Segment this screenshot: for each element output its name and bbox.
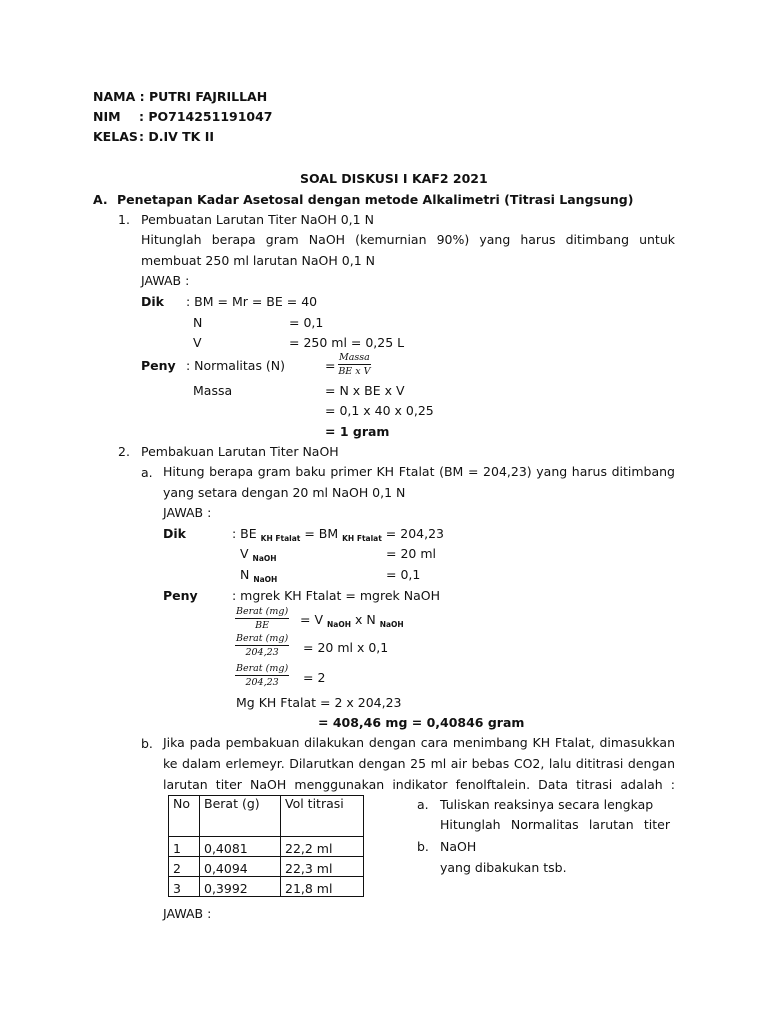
table-row xyxy=(169,877,364,897)
v-subscript: NaOH xyxy=(252,554,277,563)
be-subscript: KH Ftalat xyxy=(260,534,301,543)
q1-n-label: N xyxy=(193,315,203,330)
q1-v-label: V xyxy=(193,335,202,350)
cell-vol: 22,2 ml xyxy=(281,837,364,857)
nim-label: NIM xyxy=(93,109,121,124)
q1-massa-step2: = 0,1 x 40 x 0,25 xyxy=(325,403,434,418)
q1-jawab: JAWAB : xyxy=(141,273,190,288)
q2a-v-label xyxy=(240,546,277,567)
side-b-text: NaOH xyxy=(440,839,477,854)
header-no: No xyxy=(169,796,200,837)
q2a-fraction-2-rhs: = 20 ml x 0,1 xyxy=(303,640,389,655)
q2a-peny-label: Peny xyxy=(163,588,198,603)
q1-question-line2: membuat 250 ml larutan NaOH 0,1 N xyxy=(141,253,375,268)
q1-equals: = xyxy=(325,358,336,373)
q1-massa-label: Massa xyxy=(193,383,233,398)
q2a-fraction-1 xyxy=(235,606,289,631)
q2a-v-value: = 20 ml xyxy=(386,546,436,561)
q2a-jawab: JAWAB : xyxy=(163,505,212,520)
bm-subscript: KH Ftalat xyxy=(342,534,382,543)
q1-question-line1: Hitunglah berapa gram NaOH (kemurnian 90%) yang harus ditimbang untuk xyxy=(141,232,675,247)
cell-vol: 21,8 ml xyxy=(281,877,364,897)
cell-berat: 0,3992 xyxy=(200,877,281,897)
section-a-marker: A. xyxy=(93,192,108,207)
cell-vol: 22,3 ml xyxy=(281,857,364,877)
rhs-n: x N xyxy=(354,612,376,627)
fraction-denominator: 204,23 xyxy=(245,647,279,658)
q2a-n-value: = 0,1 xyxy=(386,567,421,582)
q2b-line2: ke dalam erlemeyr. Dilarutkan dengan 25 ml air bebas CO2, lalu dititrasi dengan xyxy=(163,756,675,771)
q1-n-value: = 0,1 xyxy=(289,315,324,330)
page-title: SOAL DISKUSI I KAF2 2021 xyxy=(300,171,488,186)
side-a-text: Tuliskan reaksinya secara lengkap xyxy=(440,797,654,812)
side-a-marker: a. xyxy=(417,797,429,812)
fraction-numerator: Berat (mg) xyxy=(236,663,289,674)
table-header-row xyxy=(169,796,364,837)
fraction-denominator: BE x V xyxy=(338,366,371,377)
fraction-numerator: Massa xyxy=(339,352,370,363)
q2a-result: = 408,46 mg = 0,40846 gram xyxy=(318,715,525,730)
q2a-fraction-3-rhs: = 2 xyxy=(303,670,326,685)
cell-berat: 0,4081 xyxy=(200,837,281,857)
q2b-marker: b. xyxy=(141,736,153,751)
student-name: NAMA : PUTRI FAJRILLAH xyxy=(93,89,268,104)
table-row xyxy=(169,857,364,877)
side-b-marker: b. xyxy=(417,839,429,854)
side-line4: yang dibakukan tsb. xyxy=(440,860,567,875)
q1-v-value: = 250 ml = 0,25 L xyxy=(289,335,405,350)
n-subscript: NaOH xyxy=(253,575,278,584)
be-mid: = BM xyxy=(304,526,339,541)
q2a-mg-line: Mg KH Ftalat = 2 x 204,23 xyxy=(236,695,402,710)
table-row xyxy=(169,837,364,857)
kelas-label: KELAS xyxy=(93,129,138,144)
cell-no: 3 xyxy=(169,877,200,897)
side-line2: Hitunglah Normalitas larutan titer xyxy=(440,817,670,832)
q1-dik-bm: : BM = Mr = BE = 40 xyxy=(186,294,318,309)
section-a-heading: Penetapan Kadar Asetosal dengan metode Alkalimetri (Titrasi Langsung) xyxy=(117,192,634,207)
fraction-denominator: 204,23 xyxy=(245,677,279,688)
kelas-value: : D.IV TK II xyxy=(139,129,215,144)
n-symbol: N xyxy=(240,567,250,582)
q2a-line2: yang setara dengan 20 ml NaOH 0,1 N xyxy=(163,485,406,500)
q2a-fraction-1-rhs xyxy=(300,612,404,633)
q1-title: Pembuatan Larutan Titer NaOH 0,1 N xyxy=(141,212,374,227)
cell-no: 2 xyxy=(169,857,200,877)
q2a-line1: Hitung berapa gram baku primer KH Ftalat (BM = 204,23) yang harus ditimbang xyxy=(163,464,675,479)
v-symbol: V xyxy=(240,546,249,561)
q2a-fraction-2 xyxy=(235,633,289,658)
q1-dik-label: Dik xyxy=(141,294,164,309)
rhs-v: = V xyxy=(300,612,323,627)
header-berat: Berat (g) xyxy=(200,796,281,837)
q2b-line1: Jika pada pembakuan dilakukan dengan cara menimbang KH Ftalat, dimasukkan xyxy=(163,735,675,750)
q1-normalitas-fraction xyxy=(338,352,371,377)
q1-number: 1. xyxy=(118,212,130,227)
q2b-line3: larutan titer NaOH menggunakan indikator fenolftalein. Data titrasi adalah : xyxy=(163,777,675,792)
q1-peny-label: Peny xyxy=(141,358,176,373)
fraction-numerator: Berat (mg) xyxy=(236,606,289,617)
fraction-numerator: Berat (mg) xyxy=(236,633,289,644)
nim-value: : PO714251191047 xyxy=(139,109,273,124)
cell-berat: 0,4094 xyxy=(200,857,281,877)
q2a-peny-eq: : mgrek KH Ftalat = mgrek NaOH xyxy=(232,588,440,603)
be-value: = 204,23 xyxy=(385,526,444,541)
header-vol-titrasi: Vol titrasi xyxy=(281,796,364,837)
fraction-denominator: BE xyxy=(255,620,270,631)
q2a-n-label xyxy=(240,567,277,588)
q2a-dik-label: Dik xyxy=(163,526,186,541)
q2a-marker: a. xyxy=(141,465,153,480)
be-prefix: : BE xyxy=(232,526,257,541)
q2a-be-line xyxy=(232,526,444,547)
rhs-v-subscript: NaOH xyxy=(326,620,351,629)
q1-massa-result: = 1 gram xyxy=(325,424,390,439)
q2-title: Pembakuan Larutan Titer NaOH xyxy=(141,444,339,459)
q2-number: 2. xyxy=(118,444,130,459)
rhs-n-subscript: NaOH xyxy=(379,620,404,629)
cell-no: 1 xyxy=(169,837,200,857)
titration-data-table xyxy=(168,795,364,897)
q1-massa-step1: = N x BE x V xyxy=(325,383,405,398)
q2a-fraction-3 xyxy=(235,663,289,688)
q2b-jawab: JAWAB : xyxy=(163,906,212,921)
q1-normalitas: : Normalitas (N) xyxy=(186,358,286,373)
